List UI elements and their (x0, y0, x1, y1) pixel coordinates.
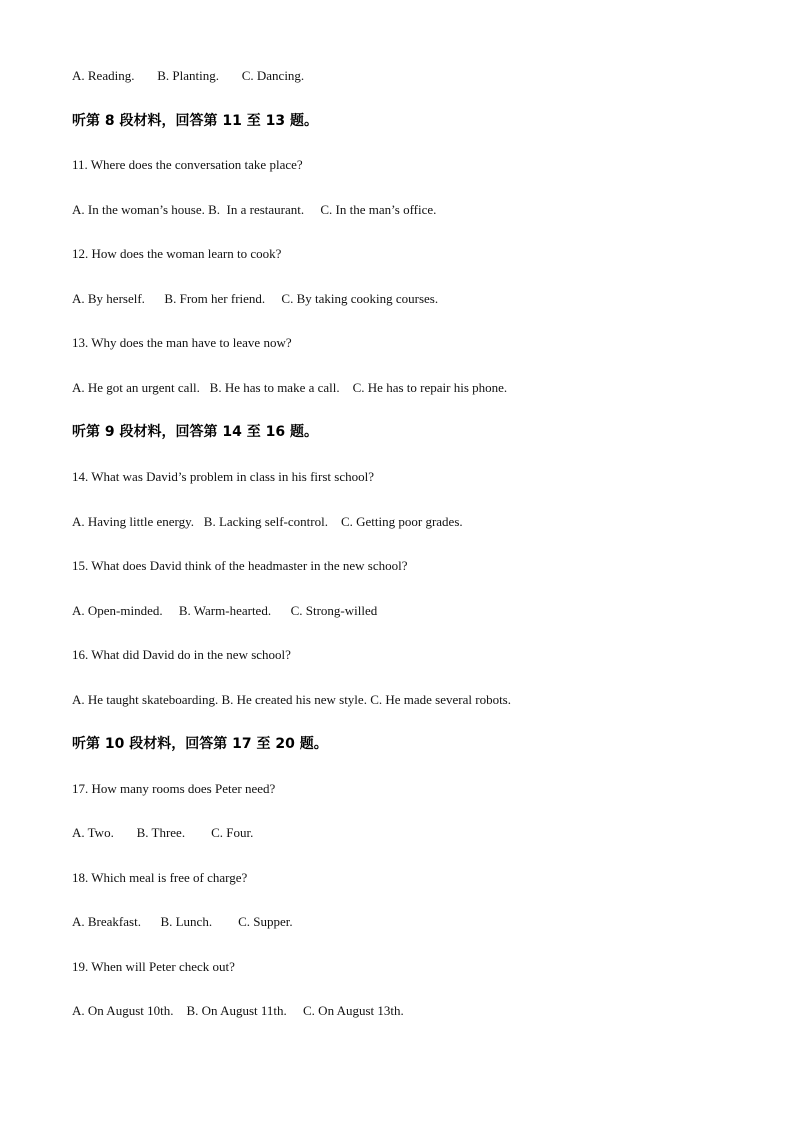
question-16-options: A. He taught skateboarding. B. He created his new style. C. He made several robots. (72, 692, 511, 707)
question-17: 17. How many rooms does Peter need? (72, 781, 276, 796)
question-14-options: A. Having little energy. B. Lacking self-control. C. Getting poor grades. (72, 514, 463, 529)
question-17-options: A. Two. B. Three. C. Four. (72, 825, 254, 840)
question-18: 18. Which meal is free of charge? (72, 870, 248, 885)
question-13: 13. Why does the man have to leave now? (72, 335, 292, 350)
section-8-heading: 听第 8 段材料，回答第 11 至 13 题。 (72, 113, 318, 129)
question-13-options: A. He got an urgent call. B. He has to make a call. C. He has to repair his phone. (72, 380, 508, 395)
question-18-options: A. Breakfast. B. Lunch. C. Supper. (72, 914, 293, 929)
question-16: 16. What did David do in the new school? (72, 647, 291, 662)
question-19: 19. When will Peter check out? (72, 959, 235, 974)
q10-options: A. Reading. B. Planting. C. Dancing. (72, 68, 305, 83)
section-9-heading: 听第 9 段材料，回答第 14 至 16 题。 (72, 424, 318, 440)
question-11: 11. Where does the conversation take place? (72, 157, 303, 172)
question-12: 12. How does the woman learn to cook? (72, 246, 282, 261)
section-10-heading: 听第 10 段材料，回答第 17 至 20 题。 (72, 736, 328, 752)
question-15-options: A. Open-minded. B. Warm-hearted. C. Strong-willed (72, 603, 378, 618)
question-11-options: A. In the woman’s house. B. In a restaurant. C. In the man’s office. (72, 202, 437, 217)
question-19-options: A. On August 10th. B. On August 11th. C. On August 13th. (72, 1003, 404, 1018)
question-14: 14. What was David’s problem in class in his first school? (72, 469, 374, 484)
question-12-options: A. By herself. B. From her friend. C. By taking cooking courses. (72, 291, 439, 306)
question-15: 15. What does David think of the headmaster in the new school? (72, 558, 408, 573)
